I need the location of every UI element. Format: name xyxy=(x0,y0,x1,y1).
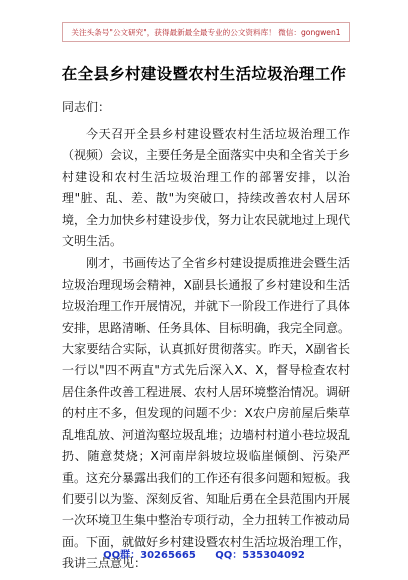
document-body xyxy=(62,124,350,576)
paragraph: 刚才，书画传达了全省乡村建设提质推进会暨生活垃圾治理现场会精神，X副县长通报了乡村建设和生活垃圾治理工作开展情况，并就下一阶段工作进行了具体安排，思路清晰、任务具体、目标明确，我完全同意。大家要结合实际，认真抓好贯彻落实。昨天，X副省长一行以"四不两直"方式先后深入X、X，督导检查农村居住条件改善工程进展、农村人居环境整治情况。调研的村庄不多，但发现的问题不少：X农户房前屋后柴草乱堆乱放、河道沟壑垃圾乱堆；边墙村村道小巷垃圾乱扔、随意焚烧；X河南岸斜坡垃圾临崖倾倒、污染严重。这充分暴露出我们的工作还有很多问题和短板。我们要引以为鉴、深刻反省、知耻后勇在全县范围内开展一次环境卫生集中整治专项行动，全力扭转工作被动局面。下面，就做好乡村建设暨农村生活垃圾治理工作，我讲三点意见： xyxy=(62,256,351,571)
footer-contact xyxy=(0,546,408,561)
qq-label: QQ：535304092 xyxy=(215,550,305,561)
salutation: 同志们： xyxy=(62,100,111,114)
document-title: 在全县乡村建设暨农村生活垃圾治理工作 xyxy=(61,65,347,83)
promo-banner: 关注头条号"公文研究"，获得最新最全最专业的公文资料库！ 微信：gongwen1 xyxy=(62,22,350,42)
paragraph: 今天召开全县乡村建设暨农村生活垃圾治理工作（视频）会议，主要任务是全面落实中央和全省关于乡村建设和农村生活垃圾治理工作的部署安排，以治理"脏、乱、差、散"为突破口，持续改善农村人居环境，全力加快乡村建设步伐，努力让农民就地过上现代文明生活。 xyxy=(62,127,351,249)
qq-group-label: QQ群：30265665 xyxy=(103,550,196,561)
